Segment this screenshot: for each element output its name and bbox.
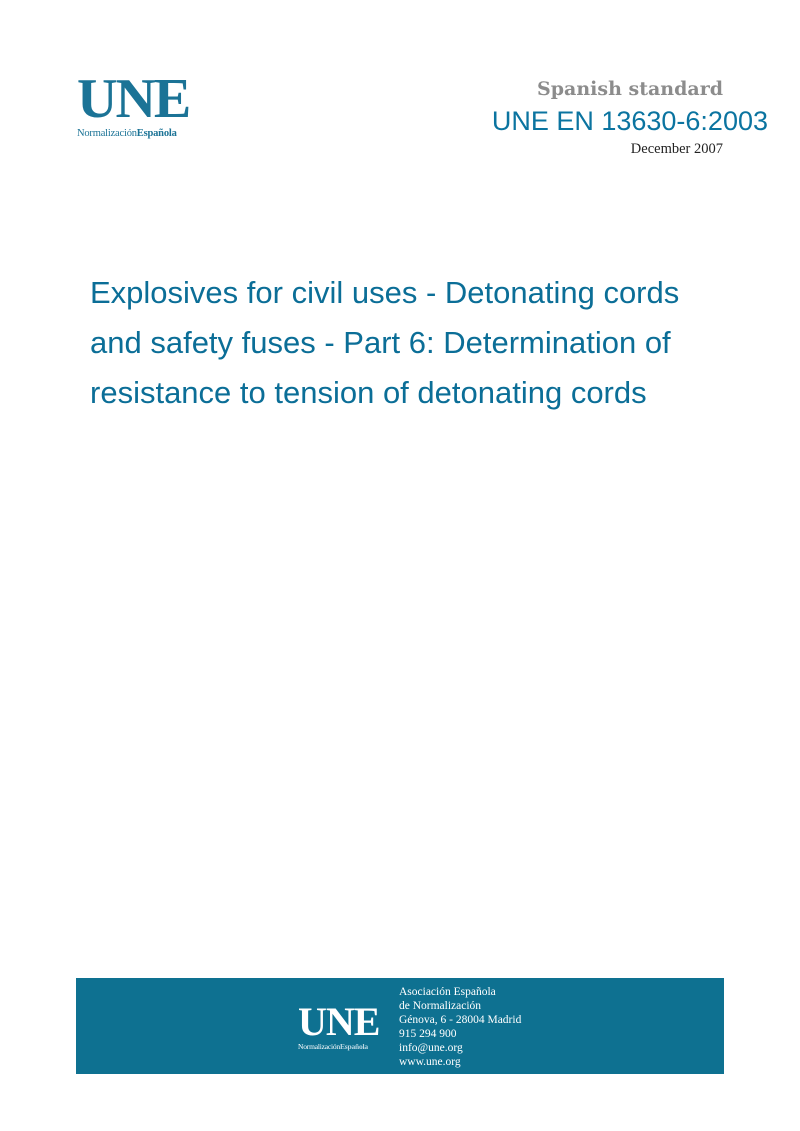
standard-header (492, 78, 768, 158)
une-logo (77, 68, 197, 139)
address-line-org: Asociación Española (399, 986, 496, 998)
document-title: Explosives for civil uses - Detonating cords and safety fuses - Part 6: Determination of resistance to tension of detonating cords (90, 275, 680, 410)
footer-logo-tagline: NormalizaciónEspañola (298, 1042, 368, 1051)
logo-wordmark: UNE (77, 68, 190, 130)
standard-type: Spanish standard (537, 78, 723, 100)
logo-tagline: NormalizaciónEspañola (77, 128, 177, 139)
address-line-website[interactable]: www.une.org (399, 1056, 461, 1068)
standard-code: UNE EN 13630-6:2003 (491, 106, 768, 136)
address-line-phone: 915 294 900 (399, 1028, 457, 1040)
footer-address (399, 985, 521, 1069)
address-line-email[interactable]: info@une.org (399, 1042, 463, 1054)
address-line-street: Génova, 6 - 28004 Madrid (399, 1014, 522, 1026)
standard-date: December 2007 (630, 141, 723, 157)
address-line-org2: de Normalización (399, 1000, 482, 1012)
footer-une-logo (298, 999, 380, 1051)
footer-band (76, 978, 724, 1074)
footer-logo-wordmark: UNE (298, 999, 380, 1044)
